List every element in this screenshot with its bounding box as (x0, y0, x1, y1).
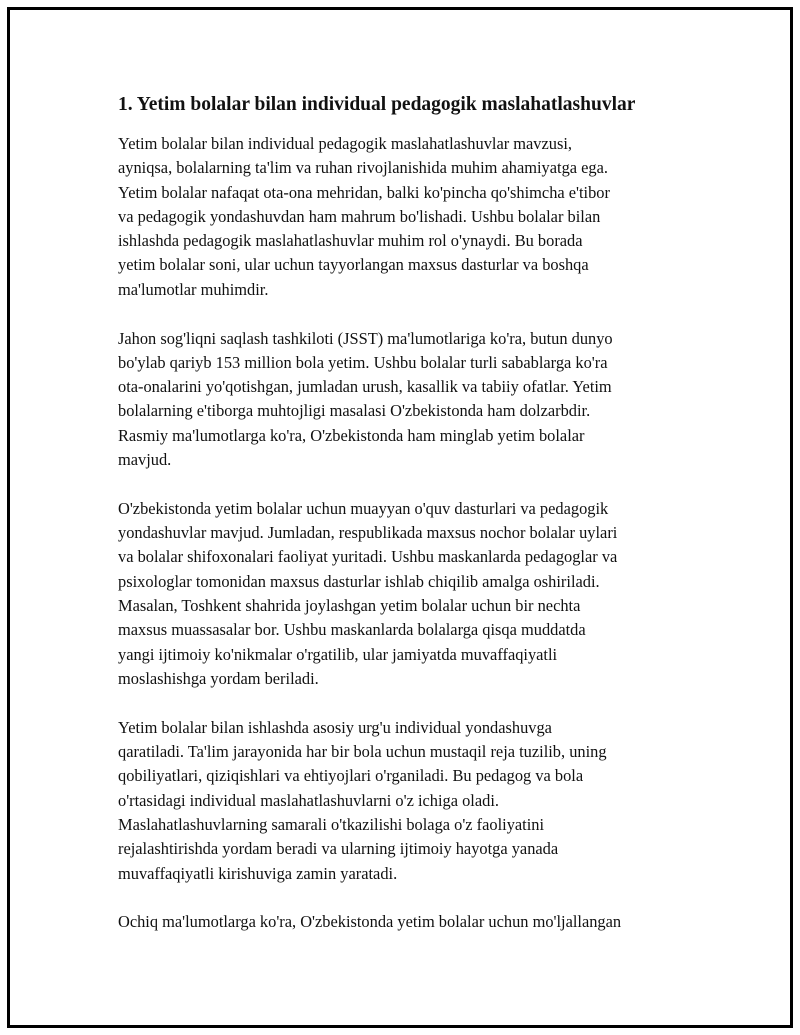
paragraph-who-statistics (118, 327, 688, 473)
text-line: va pedagogik yondashuvdan ham mahrum bo'lishadi. Ushbu bolalar bilan (118, 206, 601, 226)
paragraph-intro (118, 132, 688, 302)
text-line: ishlashda pedagogik maslahatlashuvlar muhim rol o'ynaydi. Bu borada (118, 231, 583, 251)
text-line: Yetim bolalar bilan ishlashda asosiy urg'u individual yondashuvga (118, 717, 552, 737)
text-line: Maslahatlashuvlarning samarali o'tkazilishi bolaga o'z faoliyatini (118, 814, 545, 834)
text-line: Rasmiy ma'lumotlarga ko'ra, O'zbekistonda ham minglab yetim bolalar (118, 425, 585, 445)
section-title: 1. Yetim bolalar bilan individual pedagogik maslahatlashuvlar (118, 94, 636, 115)
text-line: Yetim bolalar bilan individual pedagogik maslahatlashuvlar mavzusi, (118, 134, 572, 153)
text-line: qobiliyatlari, qiziqishlari va ehtiyojlari o'rganiladi. Bu pedagog va bola (118, 766, 584, 786)
text-line: Masalan, Toshkent shahrida joylashgan yetim bolalar uchun bir nechta (118, 596, 581, 616)
text-line: o'rtasidagi individual maslahatlashuvlarni o'z ichiga oladi. (118, 790, 499, 810)
text-line: rejalashtirishda yordam beradi va ularning ijtimoiy hayotga yanada (118, 839, 559, 859)
paragraph-uzbekistan-programs (118, 497, 688, 691)
text-line: O'zbekistonda yetim bolalar uchun muayyan o'quv dasturlari va pedagogik (118, 498, 609, 518)
paragraph-individual-approach (118, 716, 688, 886)
text-line: qaratiladi. Ta'lim jarayonida har bir bola uchun mustaqil reja tuzilib, uning (118, 742, 607, 762)
text-line: mavjud. (118, 450, 172, 470)
text-line: ma'lumotlar muhimdir. (118, 279, 269, 299)
paragraph-open-data (118, 910, 688, 934)
text-line: va bolalar shifoxonalari faoliyat yuritadi. Ushbu maskanlarda pedagoglar va (118, 547, 618, 567)
text-line: yangi ijtimoiy ko'nikmalar o'rgatilib, ular jamiyatda muvaffaqiyatli (118, 644, 558, 664)
text-line: bo'ylab qariyb 153 million bola yetim. Ushbu bolalar turli sabablarga ko'ra (118, 352, 608, 372)
text-line: psixologlar tomonidan maxsus dasturlar ishlab chiqilib amalga oshiriladi. (118, 571, 600, 591)
text-line: Jahon sog'liqni saqlash tashkiloti (JSST) ma'lumotlariga ko'ra, butun dunyo (118, 328, 613, 348)
text-line: muvaffaqiyatli kirishuviga zamin yaratadi. (118, 863, 398, 883)
text-line: moslashishga yordam beriladi. (118, 668, 319, 688)
text-line: Yetim bolalar nafaqat ota-ona mehridan, balki ko'pincha qo'shimcha e'tibor (118, 182, 610, 202)
text-line: ayniqsa, bolalarning ta'lim va ruhan rivojlanishida muhim ahamiyatga ega. (118, 158, 608, 178)
document-body (118, 93, 688, 959)
text-line: bolalarning e'tiborga muhtojligi masalasi O'zbekistonda ham dolzarbdir. (118, 401, 591, 421)
text-line: yondashuvlar mavjud. Jumladan, respublikada maxsus nochor bolalar uylari (118, 523, 618, 543)
text-line: ota-onalarini yo'qotishgan, jumladan urush, kasallik va tabiiy ofatlar. Yetim (118, 377, 612, 397)
text-line: Ochiq ma'lumotlarga ko'ra, O'zbekistonda yetim bolalar uchun mo'ljallangan (118, 912, 622, 932)
text-line: yetim bolalar soni, ular uchun tayyorlangan maxsus dasturlar va boshqa (118, 255, 589, 275)
text-line: maxsus muassasalar bor. Ushbu maskanlarda bolalarga qisqa muddatda (118, 620, 586, 640)
